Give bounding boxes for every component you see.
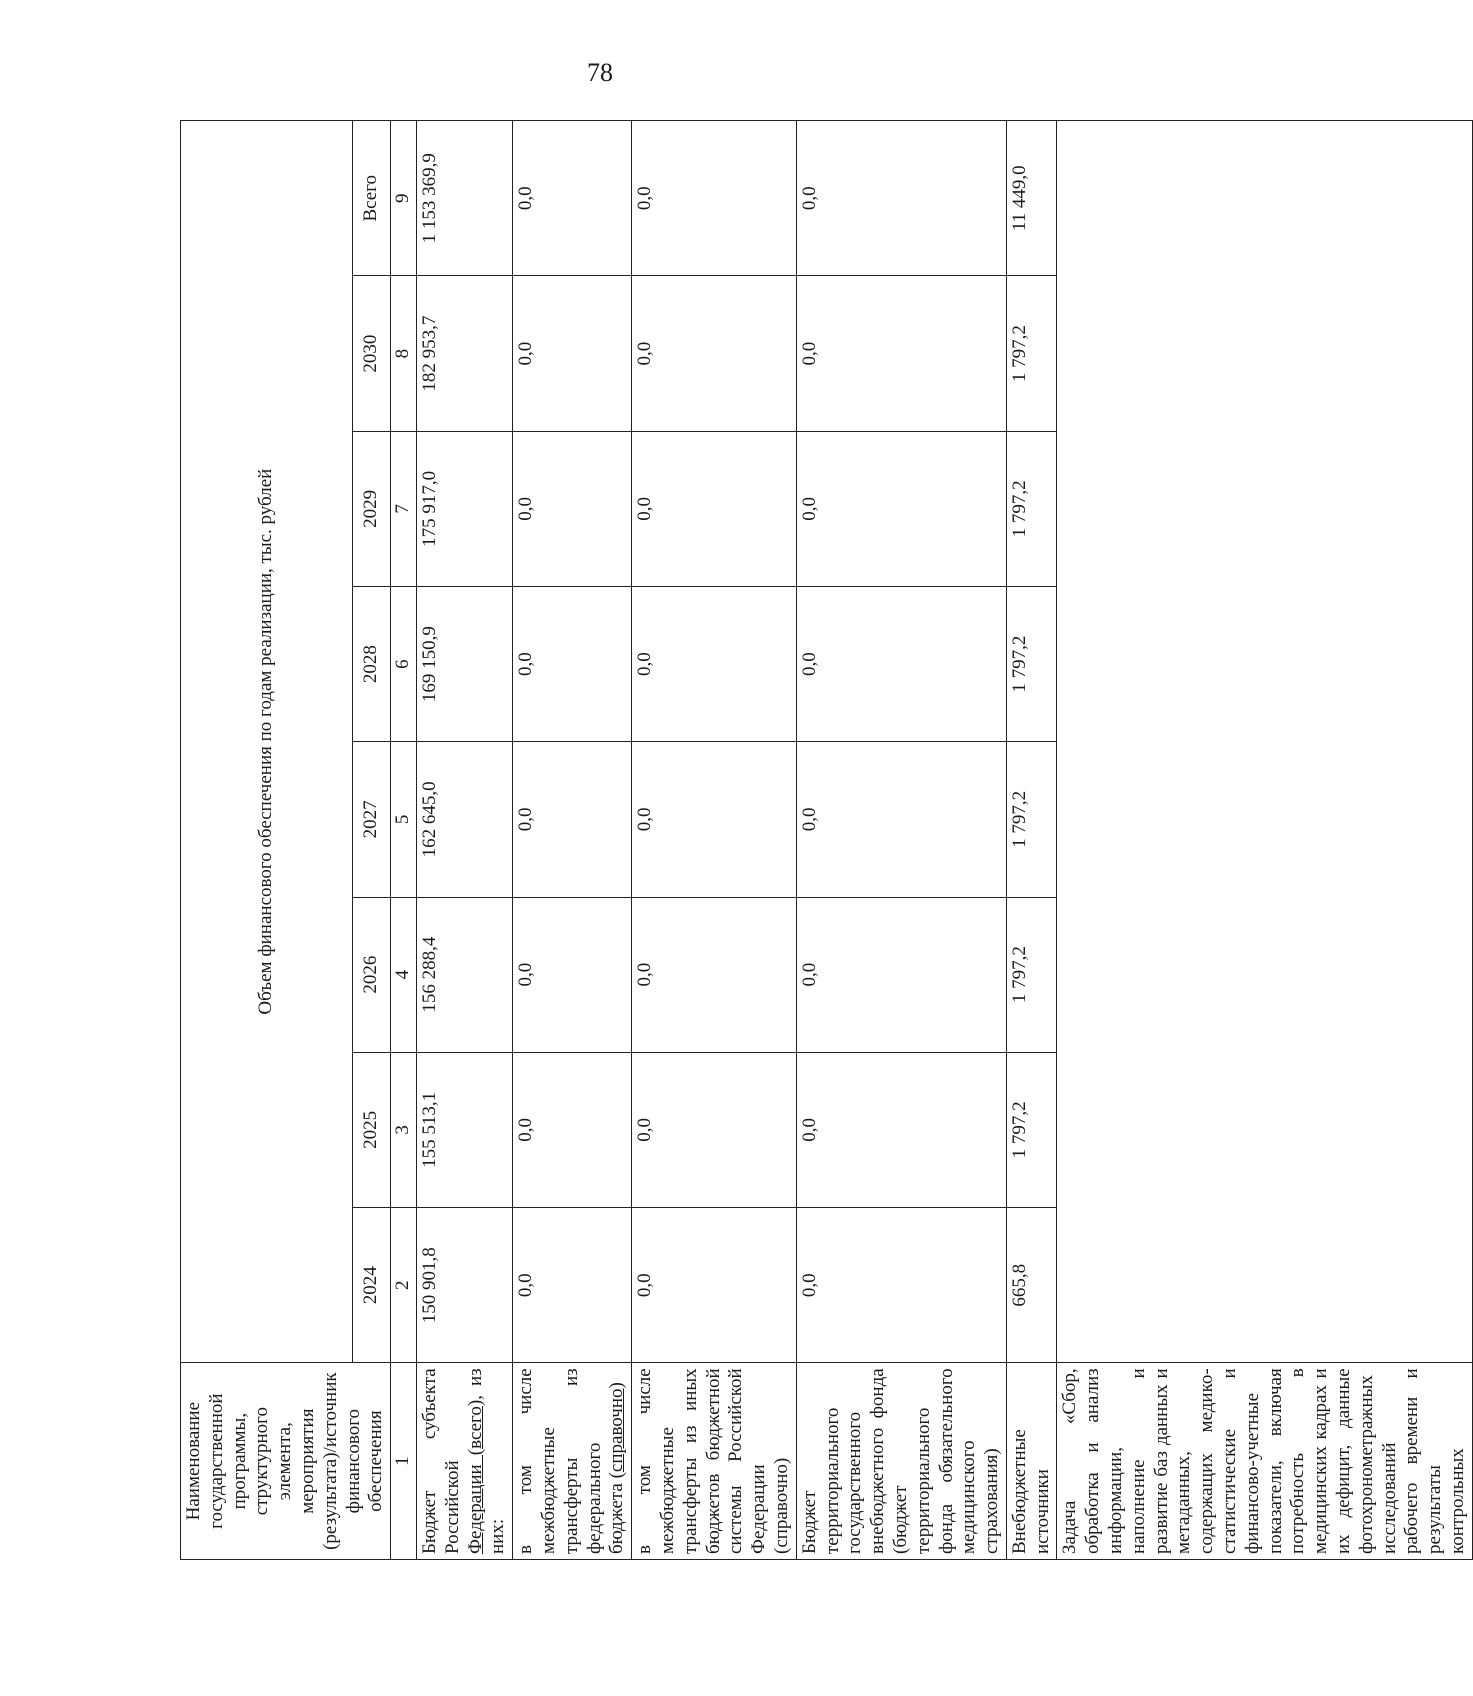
value-cell: 1 797,2: [1006, 276, 1057, 431]
row-name: в том числе межбюджетные трансферты из иных бюджетов бюджетной системы Российской Федерации (справочно): [632, 1363, 797, 1560]
value-cell: 0,0: [513, 431, 632, 586]
row-name: Задача «Сбор, обработка и анализ информации, наполнение и развитие баз данных и метаданных, содержащих медико-статистические и финансово-учетные показатели, включая потребность в медицинских кадрах и их дефицит, данные фотохронометражных исследований рабочего времени и результаты контрольных: [1057, 1363, 1472, 1560]
table-row: [513, 121, 632, 1560]
row-name: Бюджет территориального государственного внебюджетного фонда (бюджет территориального фонда обязательного медицинского страхования): [796, 1363, 1006, 1560]
table-row: [1006, 121, 1057, 1560]
header-year: 2026: [353, 897, 391, 1052]
header-year: 2025: [353, 1052, 391, 1207]
empty-merged-cell: [1057, 121, 1472, 1363]
header-name-column: Наименование государственной программы, структурного элемента, мероприятия (результата)/источник финансового обеспечения: [181, 1363, 391, 1560]
total-cell: 0,0: [513, 121, 632, 276]
value-cell: 665,8: [1006, 1208, 1057, 1363]
column-index: 9: [391, 121, 417, 276]
value-cell: 0,0: [796, 1052, 1006, 1207]
value-cell: 0,0: [632, 586, 797, 741]
value-cell: 1 797,2: [1006, 742, 1057, 897]
value-cell: 1 797,2: [1006, 586, 1057, 741]
column-index: 7: [391, 431, 417, 586]
value-cell: 0,0: [513, 586, 632, 741]
row-name-underlined: Федерации (всего): [464, 1399, 486, 1554]
row-name-tail: , из них:: [464, 1368, 509, 1554]
total-cell: 0,0: [796, 121, 1006, 276]
value-cell: 0,0: [632, 276, 797, 431]
value-cell: 0,0: [513, 742, 632, 897]
header-year: 2024: [353, 1208, 391, 1363]
total-cell: 1 153 369,9: [416, 121, 512, 276]
value-cell: 1 797,2: [1006, 1052, 1057, 1207]
value-cell: 150 901,8: [416, 1208, 512, 1363]
column-index: 2: [391, 1208, 417, 1363]
row-name-underlined: справочно: [606, 1388, 628, 1473]
value-cell: 0,0: [632, 1208, 797, 1363]
column-index: 5: [391, 742, 417, 897]
header-year: 2030: [353, 276, 391, 431]
financing-table: [180, 120, 1473, 1560]
value-cell: 0,0: [513, 276, 632, 431]
value-cell: 155 513,1: [416, 1052, 512, 1207]
value-cell: 0,0: [796, 431, 1006, 586]
page-number: 78: [587, 58, 613, 87]
row-name: [416, 1363, 512, 1560]
value-cell: 0,0: [796, 276, 1006, 431]
value-cell: 0,0: [632, 742, 797, 897]
column-index: 8: [391, 276, 417, 431]
row-name: Внебюджетные источники: [1006, 1363, 1057, 1560]
total-cell: 0,0: [632, 121, 797, 276]
row-name-tail: ): [606, 1382, 628, 1389]
value-cell: 0,0: [632, 1052, 797, 1207]
row-name-text: Бюджет субъекта Российской: [418, 1368, 463, 1554]
table-row: [632, 121, 797, 1560]
value-cell: 0,0: [796, 586, 1006, 741]
rotated-table-container: [180, 120, 1469, 1560]
column-index: 1: [391, 1363, 417, 1560]
value-cell: 175 917,0: [416, 431, 512, 586]
value-cell: 0,0: [632, 897, 797, 1052]
header-year: 2027: [353, 742, 391, 897]
value-cell: 182 953,7: [416, 276, 512, 431]
value-cell: 169 150,9: [416, 586, 512, 741]
value-cell: 0,0: [513, 1208, 632, 1363]
value-cell: 0,0: [796, 742, 1006, 897]
value-cell: 1 797,2: [1006, 897, 1057, 1052]
value-cell: 1 797,2: [1006, 431, 1057, 586]
value-cell: 0,0: [632, 431, 797, 586]
header-volume-title: Объем финансового обеспечения по годам реализации, тыс. рублей: [181, 121, 353, 1363]
header-year: 2028: [353, 586, 391, 741]
value-cell: 162 645,0: [416, 742, 512, 897]
row-name-text: в том числе межбюджетные трансферты из федерального бюджета (: [515, 1368, 628, 1554]
value-cell: 156 288,4: [416, 897, 512, 1052]
table-row: [416, 121, 512, 1560]
total-cell: 11 449,0: [1006, 121, 1057, 276]
column-index: 6: [391, 586, 417, 741]
value-cell: 0,0: [796, 1208, 1006, 1363]
table-row: [796, 121, 1006, 1560]
value-cell: 0,0: [513, 1052, 632, 1207]
value-cell: 0,0: [513, 897, 632, 1052]
value-cell: 0,0: [796, 897, 1006, 1052]
row-name: [513, 1363, 632, 1560]
column-index: 3: [391, 1052, 417, 1207]
header-year: 2029: [353, 431, 391, 586]
header-total: Всего: [353, 121, 391, 276]
table-row: [1057, 121, 1472, 1560]
column-index: 4: [391, 897, 417, 1052]
